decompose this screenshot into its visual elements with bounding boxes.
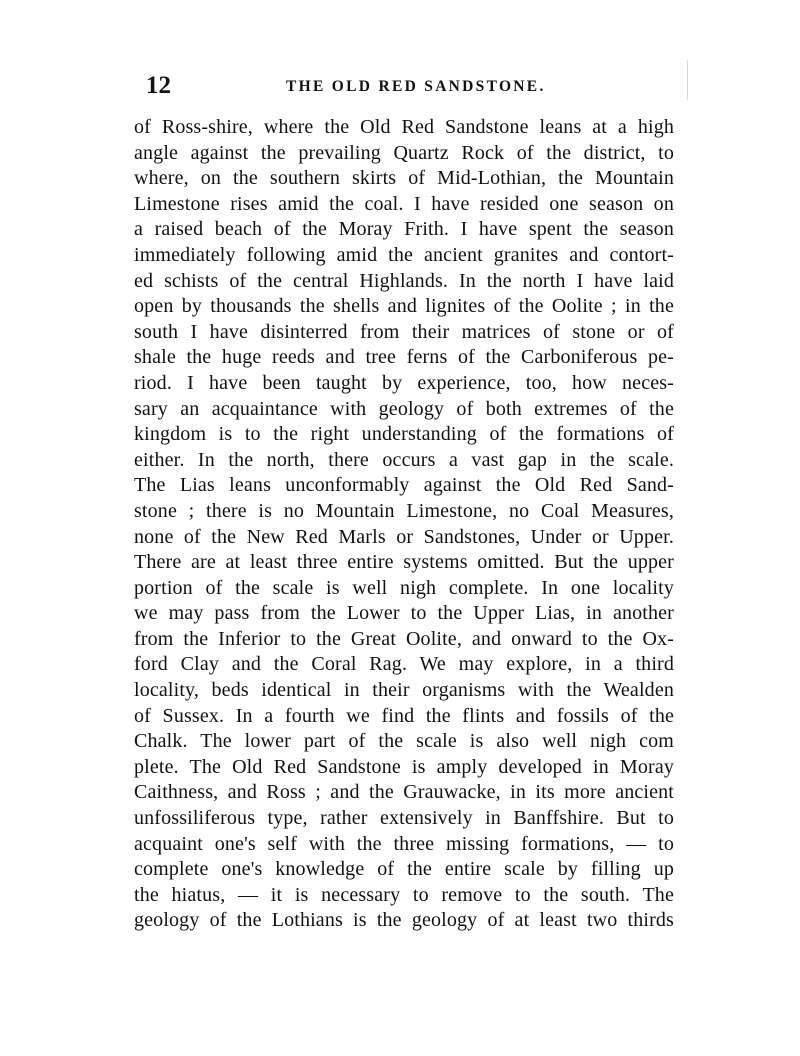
- text-line: angle against the prevailing Quartz Rock of the district, to: [134, 141, 674, 164]
- text-line: acquaint one's self with the three missing formations, — to: [134, 832, 674, 855]
- body-text: [134, 115, 674, 934]
- text-line: kingdom is to the right understanding of the formations of: [134, 423, 674, 446]
- text-line: open by thousands the shells and lignites of the Oolite ; in the: [134, 295, 674, 318]
- text-line: geology of the Lothians is the geology of at least two thirds: [134, 909, 674, 932]
- text-line: either. In the north, there occurs a vast gap in the scale.: [134, 448, 674, 471]
- page-header: [146, 72, 666, 102]
- text-line: we may pass from the Lower to the Upper Lias, in another: [134, 602, 674, 625]
- text-line: from the Inferior to the Great Oolite, and onward to the Ox-: [134, 627, 674, 650]
- text-line: where, on the southern skirts of Mid-Lothian, the Mountain: [134, 167, 674, 190]
- text-line: the hiatus, — it is necessary to remove to the south. The: [134, 883, 674, 906]
- page-number: 12: [146, 72, 171, 99]
- text-line: sary an acquaintance with geology of both extremes of the: [134, 397, 674, 420]
- text-line: south I have disinterred from their matrices of stone or of: [134, 320, 674, 343]
- page-edge-mark: [687, 60, 688, 100]
- text-line: ford Clay and the Coral Rag. We may explore, in a third: [134, 653, 674, 676]
- text-line: Caithness, and Ross ; and the Grauwacke, in its more ancient: [134, 781, 674, 804]
- text-line: Chalk. The lower part of the scale is also well nigh com: [134, 730, 674, 753]
- text-line: complete one's knowledge of the entire scale by filling up: [134, 858, 674, 881]
- text-line: immediately following amid the ancient granites and contort-: [134, 243, 674, 266]
- text-line: portion of the scale is well nigh complete. In one locality: [134, 576, 674, 599]
- running-title: THE OLD RED SANDSTONE.: [286, 78, 546, 95]
- text-line: shale the huge reeds and tree ferns of the Carboniferous pe-: [134, 346, 674, 369]
- text-line: of Ross-shire, where the Old Red Sandstone leans at a high: [134, 116, 674, 138]
- text-line: stone ; there is no Mountain Limestone, no Coal Measures,: [134, 499, 674, 522]
- text-line: unfossiliferous type, rather extensively in Banffshire. But to: [134, 807, 674, 830]
- text-line: of Sussex. In a fourth we find the flints and fossils of the: [134, 704, 674, 727]
- text-line: none of the New Red Marls or Sandstones, Under or Upper.: [134, 525, 674, 548]
- text-line: There are at least three entire systems omitted. But the upper: [134, 551, 674, 574]
- text-line: ed schists of the central Highlands. In the north I have laid: [134, 269, 674, 292]
- text-line: The Lias leans unconformably against the Old Red Sand-: [134, 474, 674, 497]
- text-line: riod. I have been taught by experience, too, how neces-: [134, 371, 674, 394]
- text-line: locality, beds identical in their organisms with the Wealden: [134, 679, 674, 702]
- text-line: Limestone rises amid the coal. I have resided one season on: [134, 192, 674, 215]
- text-line: a raised beach of the Moray Frith. I have spent the season: [134, 218, 674, 241]
- text-line: plete. The Old Red Sandstone is amply developed in Moray: [134, 755, 674, 778]
